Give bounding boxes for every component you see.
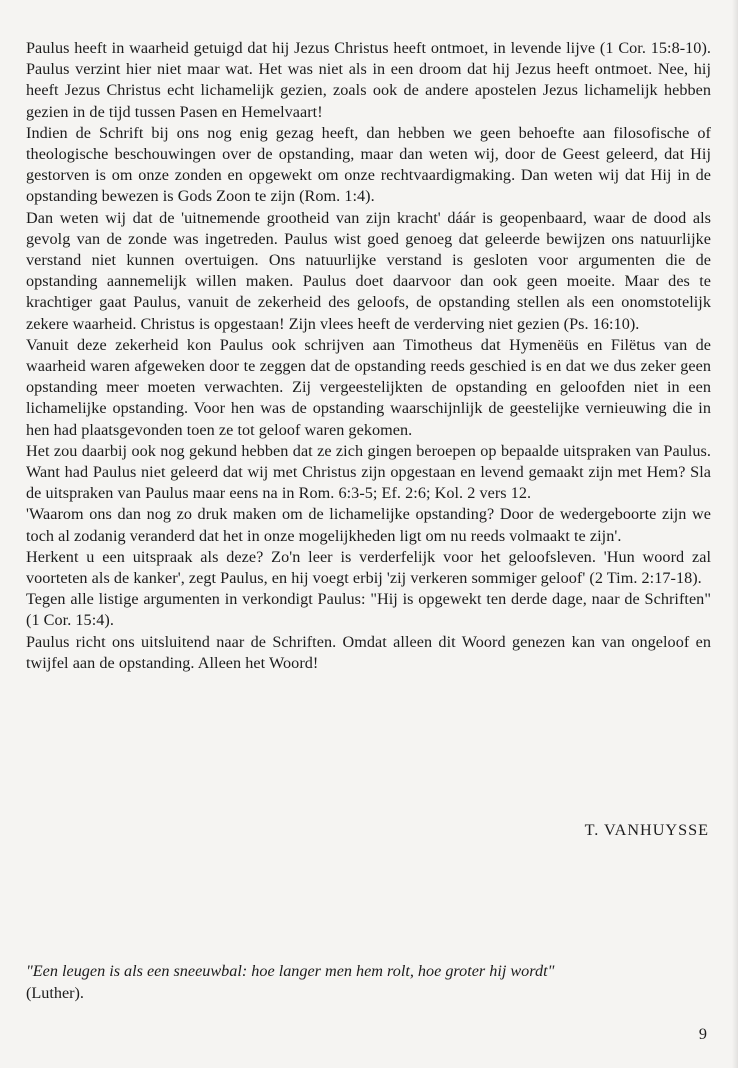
- paragraph-6: 'Waarom ons dan nog zo druk maken om de lichamelijke opstanding? Door de wedergeboorte zijn we toch al zodanig veranderd dat het in onze mogelijkheden ligt om nu reeds volmaakt te zijn'.: [26, 505, 711, 545]
- quote-attribution: (Luther).: [26, 983, 84, 1002]
- paragraph-7: Herkent u een uitspraak als deze? Zo'n leer is verderfelijk voor het geloofsleven. 'Hun woord zal voorteten als de kanker', zegt Paulus, en hij voegt erbij 'zij verkeren sommiger geloof' (2 Tim. 2:17-18).: [26, 547, 711, 588]
- paragraph-8: Tegen alle listige argumenten in verkondigt Paulus: "Hij is opgewekt ten derde dage, naar de Schriften" (1 Cor. 15:4).: [26, 590, 711, 630]
- paragraph-5: Het zou daarbij ook nog gekund hebben dat ze zich gingen beroepen op bepaalde uitspraken van Paulus. Want had Paulus niet geleerd dat wij met Christus zijn opgestaan en levend gemaakt zijn met Hem? Sla de uitspraken van Paulus maar eens na in Rom. 6:3-5; Ef. 2:6; Kol. 2 vers 12.: [26, 441, 711, 503]
- closing-quote: [26, 961, 711, 1004]
- paragraph-9: Paulus richt ons uitsluitend naar de Schriften. Omdat alleen dit Woord genezen kan van ongeloof en twijfel aan de opstanding. Alleen het Woord!: [26, 632, 711, 672]
- page-edge-shadow: [732, 0, 738, 1068]
- paragraph-3: Dan weten wij dat de 'uitnemende grootheid van zijn kracht' dáár is geopenbaard, waar de dood als gevolg van de zonde was ingetreden. Paulus wist goed genoeg dat geleerde bewijzen ons natuurlijke verstand niet kunnen overtuigen. Ons natuurlijke verstand is gesloten voor argumenten die de opstanding aannemelijk willen maken. Paulus doet daarvoor dan ook geen moeite. Maar des te krachtiger gaat Paulus, vanuit de zekerheid des geloofs, de opstanding stellen als een onomstotelijk zekere waarheid. Christus is opgestaan! Zijn vlees heeft de verderving niet gezien (Ps. 16:10).: [26, 208, 711, 333]
- article-body: [26, 38, 711, 674]
- paragraph-1: Paulus heeft in waarheid getuigd dat hij Jezus Christus heeft ontmoet, in levende lijve (1 Cor. 15:8-10). Paulus verzint hier niet maar wat. Het was niet als in een droom dat hij Jezus heeft ontmoet. Nee, hij heeft Jezus Christus echt lichamelijk gezien, zoals ook de andere apostelen Jezus lichamelijk hebben gezien in de tijd tussen Pasen en Hemelvaart!: [26, 39, 711, 121]
- paragraph-2: Indien de Schrift bij ons nog enig gezag heeft, dan hebben we geen behoefte aan filosofische of theologische beschouwingen over de opstanding, maar dan weten wij, door de Geest geleerd, dat Hij gestorven is om onze zonden en opgewekt om onze rechtvaardigmaking. Dan weten wij dat Hij in de opstanding bewezen is Gods Zoon te zijn (Rom. 1:4).: [26, 123, 711, 206]
- quote-text: "Een leugen is als een sneeuwbal: hoe langer men hem rolt, hoe groter hij wordt": [26, 962, 555, 980]
- author-signature: T. VANHUYSSE: [584, 821, 709, 839]
- page-number: 9: [698, 1025, 707, 1043]
- paragraph-4: Vanuit deze zekerheid kon Paulus ook schrijven aan Timotheus dat Hymenëüs en Filëtus van de waarheid waren afgeweken door te zeggen dat de opstanding reeds geschied is en dat we dus zeker geen opstanding meer moeten verwachten. Zij vergeestelijkten de opstanding en geloofden niet in een lichamelijke opstanding. Voor hen was de opstanding waarschijnlijk de geestelijke vernieuwing die in hen had plaatsgevonden toen ze tot geloof waren gekomen.: [26, 335, 711, 439]
